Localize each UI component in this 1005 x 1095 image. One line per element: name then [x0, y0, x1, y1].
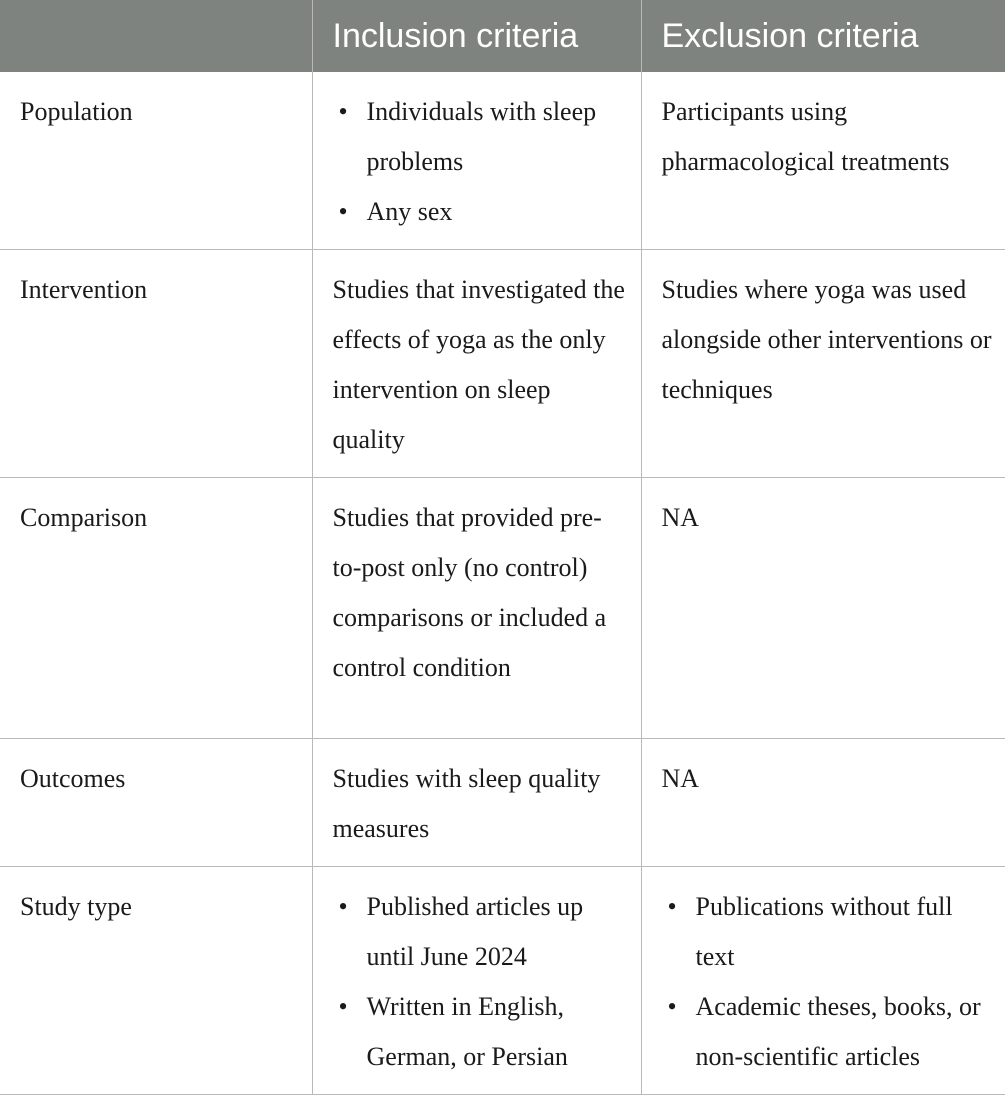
row-label: Comparison — [0, 478, 312, 739]
exclusion-cell: NA — [641, 739, 1005, 867]
list-item: • Academic theses, books, or non-scientific articles — [662, 982, 994, 1082]
table-row — [0, 478, 1005, 739]
inclusion-cell: Studies with sleep quality measures — [312, 739, 641, 867]
header-inclusion: Inclusion criteria — [312, 0, 641, 72]
list-item: • Published articles up until June 2024 — [333, 882, 629, 982]
header-exclusion: Exclusion criteria — [641, 0, 1005, 72]
row-label: Outcomes — [0, 739, 312, 867]
table-row — [0, 739, 1005, 867]
exclusion-cell: NA — [641, 478, 1005, 739]
list-item: • Written in English, German, or Persian — [333, 982, 629, 1082]
table-row — [0, 250, 1005, 478]
row-label: Intervention — [0, 250, 312, 478]
inclusion-cell — [312, 867, 641, 1095]
table-row — [0, 867, 1005, 1095]
header-row — [0, 0, 1005, 72]
header-blank — [0, 0, 312, 72]
inclusion-cell — [312, 72, 641, 250]
exclusion-cell: Participants using pharmacological treatments — [641, 72, 1005, 250]
bullet-list — [662, 882, 994, 1082]
bullet-list — [333, 87, 629, 237]
bullet-list — [333, 882, 629, 1082]
inclusion-cell: Studies that investigated the effects of yoga as the only intervention on sleep quality — [312, 250, 641, 478]
list-item: • Publications without full text — [662, 882, 994, 982]
inclusion-cell: Studies that provided pre-to-post only (no control) comparisons or included a control condition — [312, 478, 641, 739]
table-row — [0, 72, 1005, 250]
row-label: Study type — [0, 867, 312, 1095]
list-item: • Individuals with sleep problems — [333, 87, 629, 187]
exclusion-cell: Studies where yoga was used alongside other interventions or techniques — [641, 250, 1005, 478]
row-label: Population — [0, 72, 312, 250]
exclusion-cell — [641, 867, 1005, 1095]
list-item: • Any sex — [333, 187, 629, 237]
